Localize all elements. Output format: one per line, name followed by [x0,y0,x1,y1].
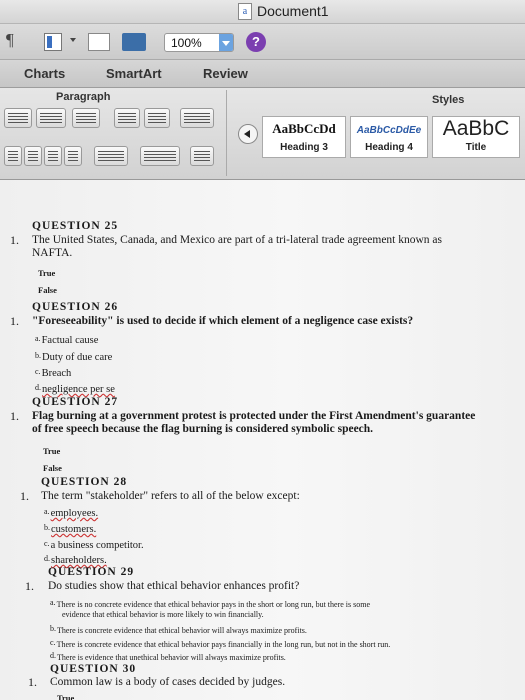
question-text: The term "stakeholder" refers to all of the below except: [41,490,300,502]
question-number: 1. [25,579,34,593]
window-title: Document1 [257,3,329,19]
question-number: 1. [10,314,19,328]
answer-option[interactable] [35,334,98,346]
answer-option[interactable] [50,598,510,620]
option-text: There is no concrete evidence that ethical behavior pays in the short or long run, but there is some [56,600,371,609]
question-line: NAFTA. [32,247,73,259]
option-letter: c. [35,367,41,376]
answer-option[interactable] [50,638,390,649]
option-text: negligence per se [42,384,115,395]
numbering-button[interactable] [36,108,66,128]
align-left-button[interactable] [4,146,22,166]
question-text [32,410,475,436]
media-browser-icon[interactable] [122,33,146,51]
question-heading: QUESTION 28 [41,476,128,488]
ribbon-tabs [0,60,525,88]
question-number: 1. [10,233,19,247]
group-divider [226,90,227,176]
style-name: Heading 3 [280,142,328,153]
question-heading: QUESTION 25 [32,220,119,232]
tab-review[interactable]: Review [203,66,248,81]
style-title[interactable] [432,116,520,158]
option-letter: b. [44,523,50,532]
answer-option[interactable] [44,554,107,566]
decrease-indent-button[interactable] [114,108,140,128]
option-letter: b. [50,624,56,633]
option-text: Factual cause [41,335,99,346]
help-icon[interactable]: ? [246,32,266,52]
question-text: Common law is a body of cases decided by judges. [50,676,286,688]
option-letter: d. [44,554,50,563]
standard-toolbar [0,24,525,60]
columns-button[interactable] [180,108,214,128]
style-sample: AaBbC [442,117,510,140]
option-text: a business competitor. [50,540,144,551]
option-letter: d. [50,651,56,660]
style-name: Title [465,142,487,153]
option-letter: a. [44,507,50,516]
answer-option[interactable] [44,523,96,535]
style-heading-3[interactable] [262,116,346,158]
align-right-button[interactable] [44,146,62,166]
answer-option[interactable]: True [38,268,56,278]
question-heading: QUESTION 29 [48,566,135,578]
question-number: 1. [28,675,37,689]
option-letter: b. [35,351,41,360]
option-text: evidence that ethical behavior is more likely to win financially. [62,610,264,619]
style-sample: AaBbCcDd [272,121,336,136]
option-letter: a. [35,334,41,343]
style-sample: AaBbCcDdEe [356,125,422,136]
multilevel-list-button[interactable] [72,108,100,128]
question-number: 1. [20,489,29,503]
option-text: There is evidence that unethical behavior will always maximize profits. [57,653,286,662]
option-text: Breach [41,368,72,379]
bullets-button[interactable] [4,108,32,128]
title-bar [0,0,525,24]
option-letter: c. [50,638,56,647]
question-text: "Foreseeability" is used to decide if which element of a negligence case exists? [32,315,414,327]
zoom-dropdown-icon[interactable] [219,34,233,51]
question-text: Do studies show that ethical behavior enhances profit? [48,580,300,592]
answer-option[interactable] [44,539,144,551]
line-spacing-button[interactable] [94,146,128,166]
option-text: shareholders. [51,555,107,566]
justify-button[interactable] [64,146,82,166]
answer-option[interactable]: False [43,463,62,473]
ribbon [0,88,525,180]
question-number: 1. [10,409,19,423]
zoom-value: 100% [171,36,202,50]
style-heading-4[interactable] [350,116,428,158]
question-line: of free speech because the flag burning is considered symbolic speech. [32,423,374,435]
option-text: There is concrete evidence that ethical behavior will always maximize profits. [57,626,307,635]
question-heading: QUESTION 26 [32,301,119,313]
tab-charts[interactable]: Charts [24,66,66,81]
answer-option[interactable] [50,651,286,662]
answer-option[interactable] [44,507,98,519]
answer-option[interactable]: False [38,285,57,295]
tab-smartart[interactable]: SmartArt [106,66,162,81]
question-line: Flag burning at a government protest is protected under the First Amendment's guarantee [32,410,476,422]
answer-option[interactable] [35,367,71,379]
paragraph-group-label: Paragraph [56,91,111,103]
increase-indent-button[interactable] [144,108,170,128]
option-letter: c. [44,539,50,548]
zoom-select[interactable] [164,33,234,52]
view-layout-icon[interactable] [88,33,110,51]
option-text: customers. [51,524,97,535]
shading-button[interactable] [140,146,180,166]
question-heading: QUESTION 30 [50,663,137,675]
show-formatting-icon[interactable]: ¶ [6,30,14,49]
style-name: Heading 4 [365,142,413,153]
option-text: Duty of due care [42,352,113,363]
chevron-down-icon[interactable] [70,38,76,42]
option-letter: a. [50,598,56,607]
document-page[interactable] [0,180,525,700]
document-icon: a [238,3,252,20]
question-line: The United States, Canada, and Mexico are part of a tri-lateral trade agreement known as [32,234,442,246]
styles-group-label: Styles [432,94,465,106]
option-text: employees. [50,508,99,519]
sort-button[interactable] [190,146,214,166]
option-text: There is concrete evidence that ethical behavior pays financially in the long run, but not in the short run. [56,640,391,649]
sidebar-toggle-icon[interactable] [44,33,62,51]
question-heading: QUESTION 27 [32,396,119,408]
answer-option[interactable]: True [43,446,61,456]
styles-scroll-left-icon[interactable] [238,124,258,144]
option-letter: d. [35,383,41,392]
answer-option[interactable] [35,351,112,363]
align-center-button[interactable] [24,146,42,166]
answer-option[interactable]: True [57,693,75,700]
answer-option[interactable] [50,624,307,635]
answer-option[interactable] [35,383,115,395]
question-text [32,234,442,260]
